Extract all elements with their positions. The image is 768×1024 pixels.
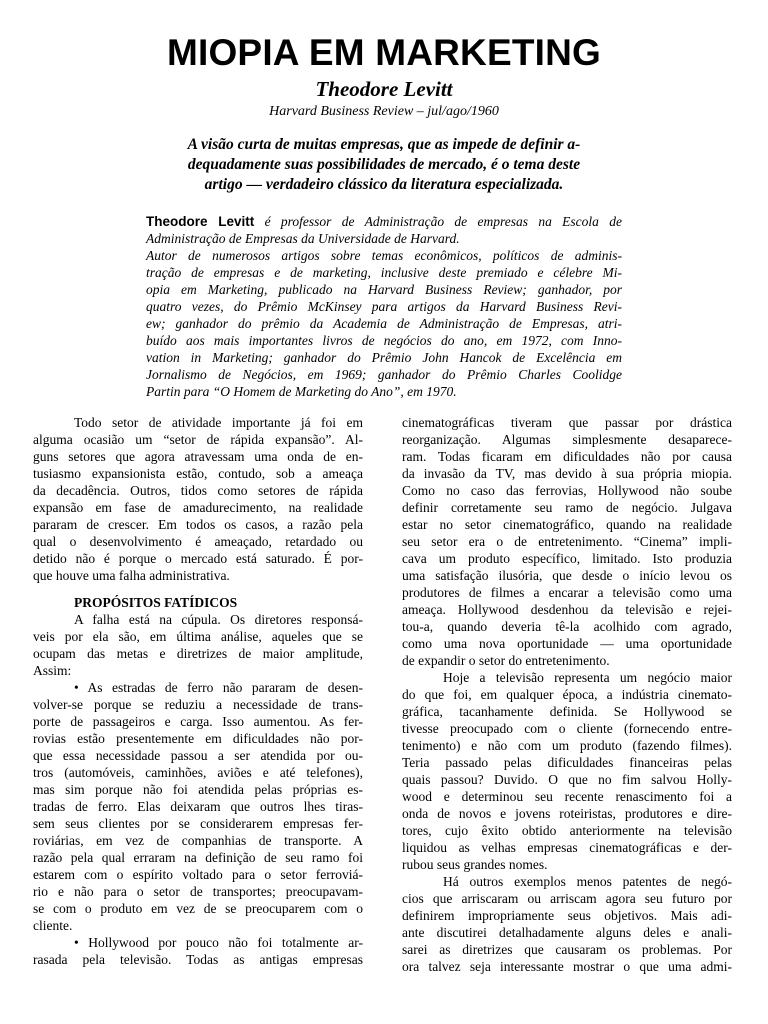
text-line: guns setores que agora atravessam uma onda de en- <box>33 449 363 464</box>
text-line: sem seus clientes por se considerarem empresas fer- <box>33 816 363 831</box>
text-line: rasada pela televisão. Todas as antigas empresas <box>33 952 363 967</box>
text-line: A falha está na cúpula. Os diretores responsá- <box>74 612 363 627</box>
text-line: produtores de filmes a encarar a televisão como uma <box>402 585 732 600</box>
text-line: veis por ela são, em última análise, aqueles que se <box>33 629 363 644</box>
text-line: roviárias, em vez de companhias de transporte. A <box>33 833 363 848</box>
article-lead <box>146 135 622 195</box>
bio-line: Autor de numerosos artigos sobre temas econômicos, políticos de adminis- <box>146 248 622 263</box>
text-line: Todo setor de atividade importante já foi em <box>74 415 363 430</box>
paragraph-gap <box>33 584 363 594</box>
text-line: rubou seus grandes nomes. <box>402 857 548 872</box>
text-line: tradas de ferro. Elas deixaram que outros lhes tiras- <box>33 799 363 814</box>
text-line: ocupam das metas e diretrizes de maior amplitude, <box>33 646 363 661</box>
text-line: qual o desenvolvimento é ameaçado, retardado ou <box>33 534 363 549</box>
bio-line: quatro vezes, do Prêmio McKinsey para artigos da Harvard Business Revi- <box>146 299 622 314</box>
text-line: estar no setor cinematográfico, quando na realidade <box>402 517 732 532</box>
text-line: tores, cujo êxito obtido anteriormente na televisão <box>402 823 732 838</box>
text-line: sarei as diretrizes que causaram os problemas. Por <box>402 942 732 957</box>
bio-line: Jornalismo de Negócios, em 1969; ganhador do Prêmio Charles Coolidge <box>146 367 622 382</box>
text-line: • As estradas de ferro não pararam de desen- <box>74 680 363 695</box>
text-line: que houve uma falha administrativa. <box>33 568 230 583</box>
text-line: Há outros exemplos menos patentes de negó- <box>443 874 732 889</box>
text-line: quais passou? Duvido. O que no fim salvou Holly- <box>402 772 732 787</box>
text-line: cinematográficas tiveram que passar por drástica <box>402 415 732 430</box>
text-line: rovias estão presentemente em dificuldades não por- <box>33 731 363 746</box>
text-line: Hoje a televisão representa um negócio maior <box>443 670 732 685</box>
text-line: expansão em fase de amadurecimento, na realidade <box>33 500 363 515</box>
bio-line: opia em Marketing, publicado na Harvard Business Review; ganhador, por <box>146 282 622 297</box>
text-line: wood e determinou seu recente renascimento foi a <box>402 789 732 804</box>
bio-line: vation in Marketing; ganhador do Prêmio John Hancok de Excelência em <box>146 350 622 365</box>
text-line: ameaça. Hollywood desdenhou da televisão e rejei- <box>402 602 732 617</box>
text-line: estarem com o espírito voltado para o setor ferroviá- <box>33 867 363 882</box>
text-line: definirem impropriamente seus objetivos. Mais adi- <box>402 908 732 923</box>
text-line: • Hollywood por pouco não foi totalmente ar- <box>74 935 363 950</box>
text-line: tusiasmo expansionista estão, contudo, sob a ameaça <box>33 466 363 481</box>
text-line: Como no caso das ferrovias, Hollywood não soube <box>402 483 732 498</box>
text-line: mas sim porque não foi atendida pelas próprias es- <box>33 782 363 797</box>
bio-line: Administração de Empresas da Universidade de Harvard. <box>146 231 460 246</box>
text-line: rio e não para o setor de transportes; preocupavam- <box>33 884 363 899</box>
text-line: tivesse preocupado com o cliente (fornecendo entre- <box>402 721 732 736</box>
bio-line: tração de empresas e de marketing, inclusive deste premiado e célebre Mi- <box>146 265 622 280</box>
text-line: razão pela qual erraram na definição de seu ramo foi <box>33 850 363 865</box>
article-author: Theodore Levitt <box>315 77 453 101</box>
text-line: da decadência. Outros, tidos como setores de rápida <box>33 483 363 498</box>
text-line: pararam de crescer. Em todos os casos, a razão pela <box>33 517 363 532</box>
text-line: ora talvez seja interessante mostrar o que uma admi- <box>402 959 732 974</box>
article-title: MIOPIA EM MARKETING <box>166 32 602 73</box>
left-column <box>33 414 363 968</box>
text-line: reorganização. Algumas simplesmente desaparece- <box>402 432 732 447</box>
article-source: Harvard Business Review – jul/ago/1960 <box>269 104 499 119</box>
text-line: que essa necessidade passou a ser atendida por ou- <box>33 748 363 763</box>
bio-line: Partin para “O Homem de Marketing do Ano”, em 1970. <box>146 384 457 399</box>
text-line: tou-a, quando deveria tê-la acolhido com agrado, <box>402 619 732 634</box>
text-line: cios que arriscaram ou arriscam agora seu futuro por <box>402 891 732 906</box>
text-line: onda de novos e jovens roteiristas, produtores e dire- <box>402 806 732 821</box>
text-line: seu setor era o de entretenimento. “Cinema” impli- <box>402 534 732 549</box>
text-line: tros (automóveis, caminhões, aviões e até telefones), <box>33 765 363 780</box>
text-line: do que foi, em qualquer época, a indústria cinemato- <box>402 687 732 702</box>
text-line: volver-se porque se reduziu a necessidade de trans- <box>33 697 363 712</box>
text-line: da invasão da TV, mas devido à sua própria miopia. <box>402 466 732 481</box>
text-line: ram. Todas ficaram em dificuldades não por causa <box>402 449 732 464</box>
section-heading: PROPÓSITOS FATÍDICOS <box>74 595 238 610</box>
bio-line <box>146 213 622 230</box>
lead-line: dequadamente suas possibilidades de mercado, é o tema deste <box>187 156 581 173</box>
bio-line: buído aos mais importantes livros de negócios do ano, em 1972, com Inno- <box>146 333 622 348</box>
text-line: uma satisfação ilusória, que desde o início levou os <box>402 568 732 583</box>
text-line: de expandir o setor do entretenimento. <box>402 653 610 668</box>
right-column <box>402 414 732 975</box>
bio-line: ew; ganhador do prêmio da Academia de Administração de Empresas, atri- <box>146 316 622 331</box>
lead-line: A visão curta de muitas empresas, que as impede de definir a- <box>187 136 581 153</box>
bio-line-text: é professor de Administração de empresas na Escola de <box>254 214 622 229</box>
text-line: cava um produto específico, limitado. Isto produzia <box>402 551 732 566</box>
text-line: definir corretamente seu ramo de negócio. Julgava <box>402 500 732 515</box>
text-line: gráfica, tacanhamente definida. Se Hollywood se <box>402 704 732 719</box>
text-line: se com o produto em vez de se preocuparem com o <box>33 901 363 916</box>
text-line: porte de passageiros e carga. Isso aumentou. As fer- <box>33 714 363 729</box>
text-line: liquidou as velhas empresas cinematográficas e der- <box>402 840 732 855</box>
text-line: alguma ocasião um “setor de rápida expansão”. Al- <box>33 432 363 447</box>
text-line: tenimento) e não com um produto (fazendo filmes). <box>402 738 732 753</box>
author-bio <box>146 213 622 400</box>
bio-author-name: Theodore Levitt <box>146 214 255 229</box>
text-line: Teria passado pelas dificuldades financeiras pelas <box>402 755 732 770</box>
text-line: ante discutirei detalhadamente alguns deles e anali- <box>402 925 732 940</box>
lead-line: artigo — verdadeiro clássico da literatura especializada. <box>204 176 564 193</box>
text-line: Assim: <box>33 663 72 678</box>
text-line: cliente. <box>33 918 73 933</box>
text-line: detido não é porque o mercado está saturado. É por- <box>33 551 363 566</box>
text-line: como uma nova oportunidade — uma oportunidade <box>402 636 732 651</box>
